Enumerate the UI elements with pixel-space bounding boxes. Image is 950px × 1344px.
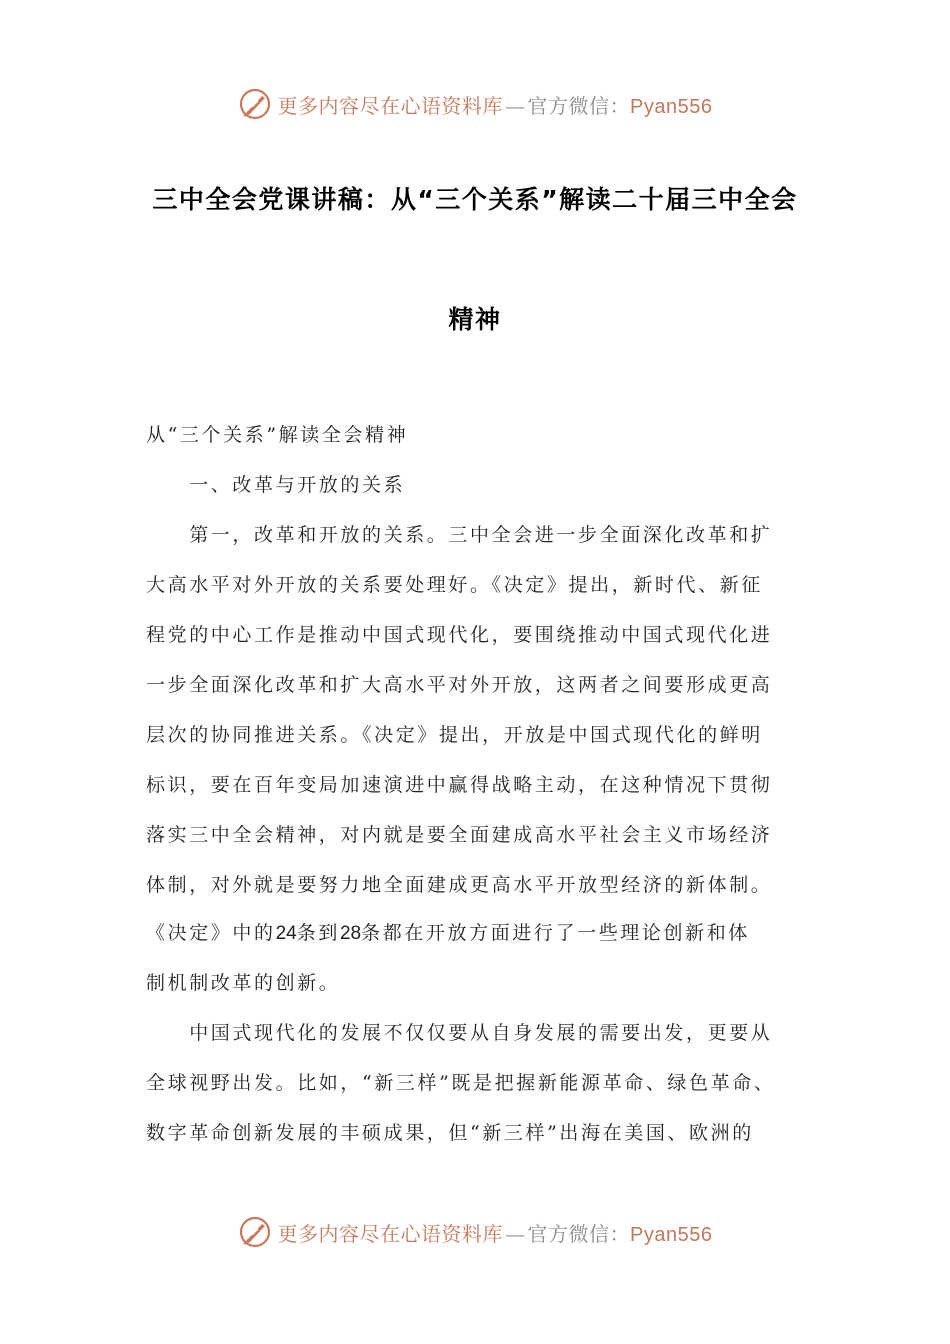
body-line: 程党的中心工作是推动中国式现代化，要围绕推动中国式现代化进	[146, 624, 773, 646]
body-line: 制机制改革的创新。	[146, 972, 341, 994]
body-line: 数字革命创新发展的丰硕成果，但“新三样”出海在美国、欧洲的	[146, 1122, 754, 1144]
article-number-end: 28	[339, 923, 362, 944]
watermark-site: 更多内容尽在心语资料库	[277, 93, 504, 118]
decision-text-c: 条都在开放方面进行了一些理论创新和体	[361, 922, 750, 944]
watermark-wechat-id: Pyan556	[630, 1223, 713, 1246]
watermark-wechat-id: Pyan556	[630, 95, 713, 118]
subtitle-paragraph: 从“三个关系”解读全会精神	[146, 424, 409, 446]
watermark-text	[278, 1218, 713, 1247]
body-line: 中国式现代化的发展不仅仅要从自身发展的需要出发，更要从	[146, 1022, 773, 1044]
body-line: 第一，改革和开放的关系。三中全会进一步全面深化改革和扩	[146, 524, 773, 546]
watermark-site: 更多内容尽在心语资料库	[277, 1221, 504, 1246]
footer-watermark	[0, 1212, 950, 1252]
body-line: 体制，对外就是要努力地全面建成更高水平开放型经济的新体制。	[146, 874, 773, 896]
body-line: 层次的协同推进关系。《决定》提出，开放是中国式现代化的鲜明	[146, 724, 763, 746]
quill-logo-icon	[238, 1215, 272, 1249]
decision-text-b: 条到	[296, 922, 340, 944]
watermark-label: 官方微信：	[527, 93, 631, 118]
section-heading: 一、改革与开放的关系	[146, 474, 406, 496]
watermark-dash: —	[505, 93, 526, 118]
decision-text-a: 《决定》中的	[146, 922, 276, 944]
body-line: 一步全面深化改革和扩大高水平对外开放，这两者之间要形成更高	[146, 674, 773, 696]
watermark-text	[278, 90, 713, 119]
body-line: 大高水平对外开放的关系要处理好。《决定》提出，新时代、新征	[146, 574, 763, 596]
body-line: 落实三中全会精神，对内就是要全面建成高水平社会主义市场经济	[146, 824, 773, 846]
article-number-start: 24	[275, 923, 297, 944]
document-title-line-2: 精神	[448, 305, 502, 334]
body-line-decision	[146, 918, 806, 945]
watermark-label: 官方微信：	[527, 1221, 631, 1246]
body-line: 全球视野出发。比如，“新三样”既是把握新能源革命、绿色革命、	[146, 1072, 776, 1094]
body-line: 标识，要在百年变局加速演进中赢得战略主动，在这种情况下贯彻	[146, 774, 773, 796]
watermark-dash: —	[505, 1221, 526, 1246]
header-watermark	[0, 84, 950, 124]
quill-logo-icon	[238, 87, 272, 121]
document-title-line-1: 三中全会党课讲稿：从“三个关系”解读二十届三中全会	[152, 185, 798, 214]
